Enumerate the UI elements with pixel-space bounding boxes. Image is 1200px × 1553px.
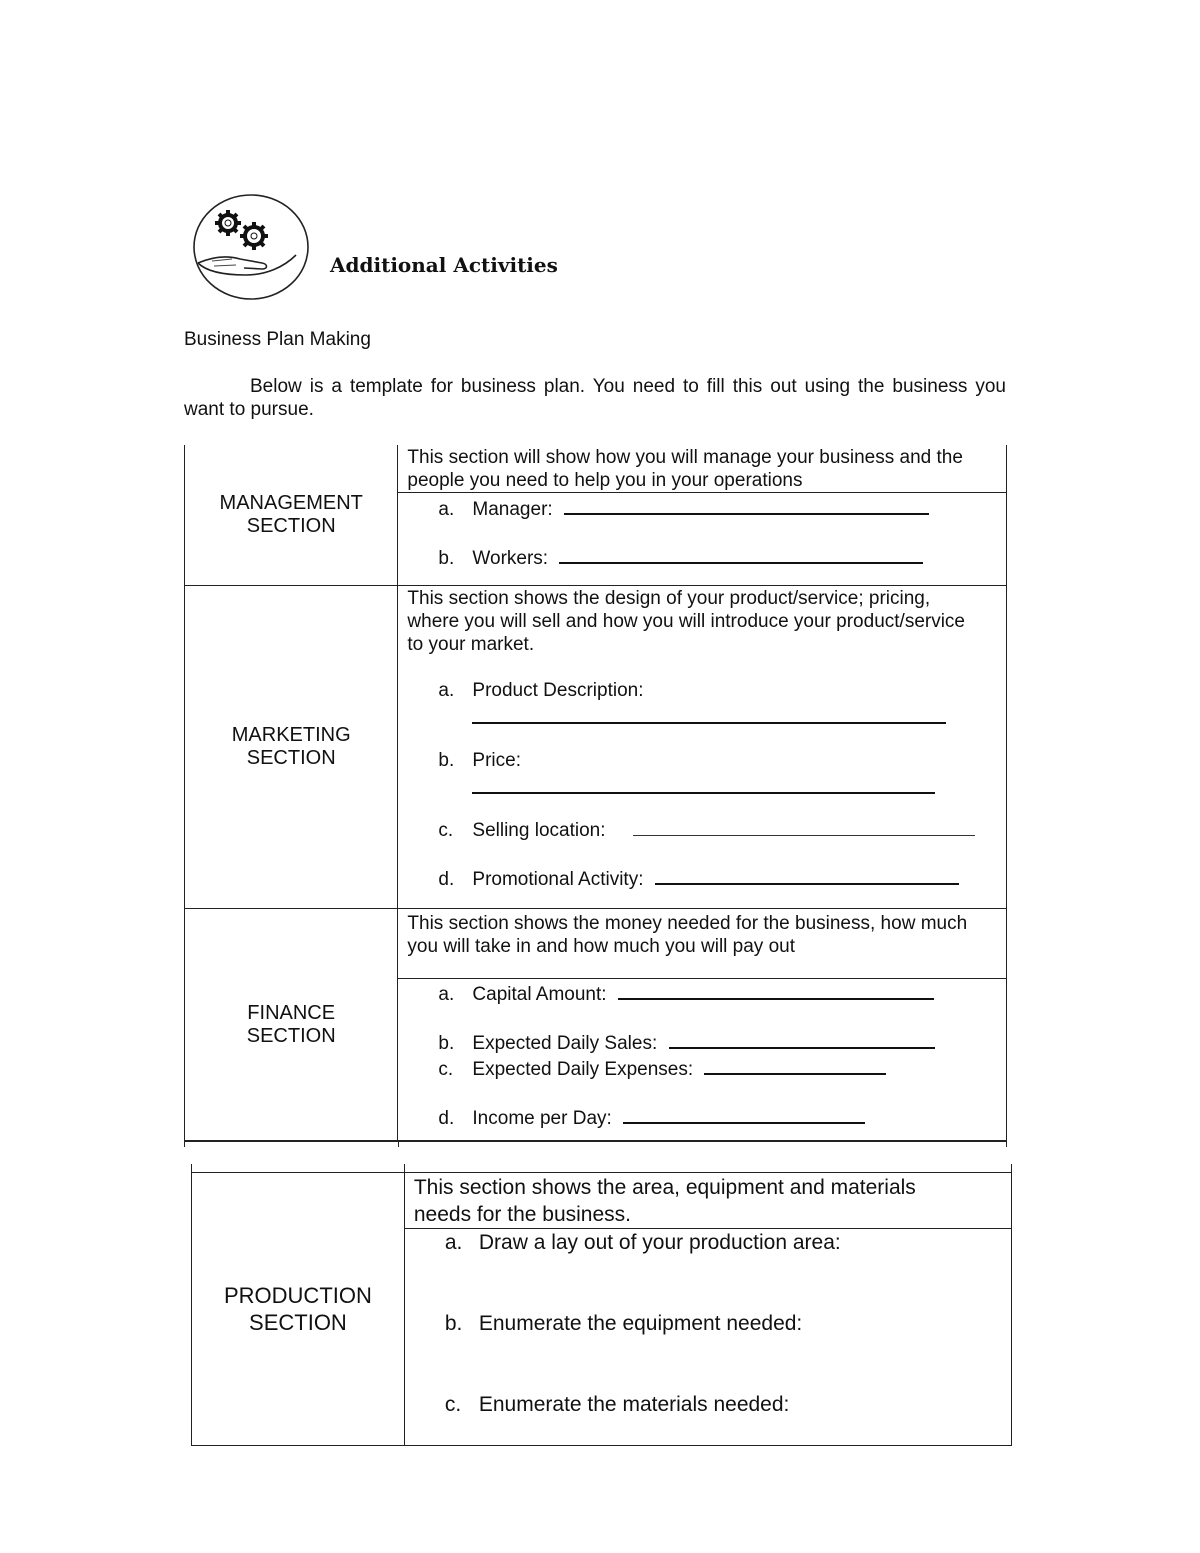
income-per-day-input[interactable] bbox=[623, 1104, 865, 1124]
management-fields bbox=[398, 493, 1007, 586]
production-fields bbox=[404, 1229, 1011, 1446]
manager-input[interactable] bbox=[564, 495, 929, 515]
expected-daily-expenses-input[interactable] bbox=[704, 1055, 886, 1075]
expected-daily-expenses-field: c. Expected Daily Expenses: bbox=[438, 1055, 996, 1081]
management-description: This section will show how you will manage your business and the people you need to help you in your operations bbox=[398, 445, 1007, 493]
price-field: b. Price: bbox=[438, 749, 996, 794]
promotional-activity-field: d. Promotional Activity: bbox=[438, 865, 996, 891]
expected-daily-sales-field: b. Expected Daily Sales: bbox=[438, 1029, 996, 1055]
activity-title: Business Plan Making bbox=[184, 329, 371, 350]
capital-amount-input[interactable] bbox=[618, 980, 934, 1000]
income-per-day-field: d. Income per Day: bbox=[438, 1104, 996, 1130]
manager-field: a. Manager: bbox=[438, 495, 996, 521]
marketing-content bbox=[398, 586, 1007, 909]
promotional-activity-input[interactable] bbox=[655, 865, 959, 885]
workers-field: b. Workers: bbox=[438, 544, 996, 570]
marketing-section-label: MARKETING SECTION bbox=[185, 586, 398, 909]
business-plan-table bbox=[184, 445, 1007, 1141]
expected-daily-sales-input[interactable] bbox=[669, 1029, 935, 1049]
finance-fields bbox=[398, 979, 1007, 1141]
finance-section-label: FINANCE SECTION bbox=[185, 909, 398, 1141]
marketing-fields bbox=[398, 679, 1006, 891]
page-heading: Additional Activities bbox=[330, 253, 558, 277]
workers-input[interactable] bbox=[559, 544, 923, 564]
selling-location-field: c. Selling location: bbox=[438, 817, 996, 842]
materials-needed-field: c. Enumerate the materials needed: bbox=[444, 1393, 790, 1416]
selling-location-input[interactable] bbox=[633, 817, 975, 836]
production-layout-field: a. Draw a lay out of your production area: bbox=[444, 1231, 841, 1254]
table-row-cut-edge bbox=[184, 1140, 1007, 1142]
production-table bbox=[191, 1172, 1012, 1446]
table-row-cut-edge bbox=[398, 1140, 399, 1147]
capital-amount-field: a. Capital Amount: bbox=[438, 980, 996, 1006]
product-description-input[interactable] bbox=[472, 704, 946, 724]
production-section-label: PRODUCTION SECTION bbox=[192, 1173, 405, 1446]
management-section-label: MANAGEMENT SECTION bbox=[185, 445, 398, 586]
product-description-field: a. Product Description: bbox=[438, 679, 996, 724]
production-description: This section shows the area, equipment and materials needs for the business. bbox=[404, 1173, 1011, 1229]
table-row-cut-edge bbox=[1006, 1140, 1007, 1147]
equipment-needed-field: b. Enumerate the equipment needed: bbox=[444, 1312, 803, 1335]
price-input[interactable] bbox=[472, 774, 935, 794]
finance-description: This section shows the money needed for the business, how much you will take in and how much you will pay out bbox=[398, 909, 1007, 979]
instructions-paragraph: Below is a template for business plan. You need to fill this out using the business you want to pursue. bbox=[184, 376, 1006, 420]
gears-in-hand-icon bbox=[192, 193, 310, 301]
marketing-description: This section shows the design of your product/service; pricing, where you will sell and how you will introduce your product/service to your market. bbox=[407, 588, 966, 655]
table-row-cut-edge bbox=[184, 1140, 185, 1147]
